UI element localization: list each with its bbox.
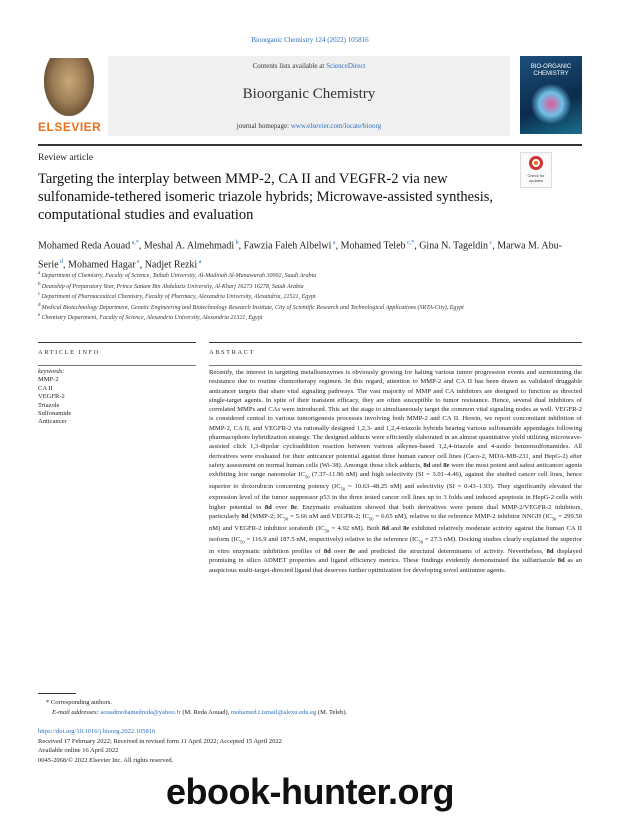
author-affiliation-marker[interactable]: b: [234, 240, 239, 246]
ic50-term: $IC_{50}$: [411, 536, 424, 545]
journal-info-box: [108, 56, 510, 136]
corresponding-footnote: [38, 698, 582, 717]
check-updates-label: Check for updates: [527, 173, 545, 183]
keywords-block: [38, 368, 188, 427]
journal-name: Bioorganic Chemistry: [242, 86, 376, 102]
homepage-link[interactable]: www.elsevier.com/locate/bioorg: [290, 122, 382, 130]
affiliation-label: e: [38, 313, 42, 318]
affiliation-item: [38, 270, 582, 281]
journal-reference[interactable]: Bioorganic Chemistry 124 (2022) 105816: [251, 36, 369, 44]
author-affiliation-marker[interactable]: a,*: [130, 240, 139, 246]
doi-link[interactable]: https://doi.org/10.1016/j.bioorg.2022.105816: [38, 728, 156, 735]
sciencedirect-link[interactable]: ScienceDirect: [326, 62, 366, 70]
ic50-term: $IC_{50}$: [277, 513, 289, 522]
article-info-heading: ARTICLE INFO: [38, 349, 100, 356]
keywords-label: keywords:: [38, 368, 65, 375]
affiliation-item: [38, 312, 582, 323]
check-updates-icon: [529, 156, 543, 170]
homepage-line: [108, 122, 510, 130]
corresponding-note: * Corresponding authors.: [46, 699, 112, 706]
affiliation-label: c: [38, 292, 42, 297]
author-affiliation-marker[interactable]: d: [58, 259, 64, 266]
abstract-heading: ABSTRACT: [209, 349, 255, 356]
author-name[interactable]: Mohamed Hagar: [68, 259, 136, 271]
affiliation-item: [38, 291, 582, 302]
affiliation-text: Chemistry Department, Faculty of Science, Alexandria University, Alexandria 21321, Egypt: [41, 315, 263, 321]
compound-id: 8d: [557, 557, 565, 565]
compound-id: 8d: [423, 461, 431, 469]
compound-id: 8e: [403, 524, 410, 532]
author-name[interactable]: Gina N. Tageldin: [419, 240, 489, 252]
affiliation-label: a: [38, 271, 42, 276]
email-link-aouad[interactable]: aouadmohamedreda@yahoo.fr: [100, 708, 181, 716]
keywords-divider: [38, 365, 196, 366]
author-name[interactable]: Marwa M. Abu-Serie: [38, 240, 562, 271]
journal-banner: [38, 56, 582, 138]
contents-prefix: Contents lists available at: [252, 62, 327, 70]
received-dates: Received 17 February 2022; Received in revised form 11 April 2022; Accepted 15 April 2022: [38, 737, 282, 745]
watermark-text: ebook-hunter.org: [166, 771, 454, 812]
author-name[interactable]: Mohamed Reda Aouad: [38, 240, 131, 252]
contents-line: [108, 62, 510, 70]
ic50-term: $IC_{50}$: [298, 471, 310, 480]
homepage-prefix: journal homepage:: [236, 122, 291, 130]
abstract-text-divider: [209, 365, 582, 366]
keyword-item: Triazole: [38, 401, 60, 409]
compound-id: 8d: [381, 524, 389, 532]
publication-footer: [38, 727, 582, 765]
compound-id: 8e: [443, 461, 450, 469]
email-owner-aouad: (M. Reda Aouad),: [182, 708, 230, 716]
compound-id: 8d: [546, 547, 554, 555]
keyword-item: Sulfonamide: [38, 410, 72, 418]
author-affiliation-marker[interactable]: e: [135, 259, 140, 266]
elsevier-wordmark: ELSEVIER: [38, 120, 102, 134]
affiliation-label: d: [38, 302, 42, 308]
article-type: Review article: [38, 153, 94, 163]
check-for-updates-button[interactable]: [520, 152, 552, 188]
ic50-term: $IC_{50}$: [362, 513, 374, 522]
elsevier-tree-icon: [44, 58, 94, 116]
author-affiliation-marker[interactable]: a: [331, 240, 336, 246]
compound-id: 8d: [264, 503, 272, 511]
cover-art-icon: [530, 84, 572, 124]
email-label: E-mail addresses:: [52, 708, 99, 716]
author-affiliation-marker[interactable]: c: [488, 240, 493, 246]
author-name[interactable]: Nadjet Rezki: [144, 259, 198, 271]
author-name[interactable]: Fawzia Faleh Albelwi: [243, 240, 332, 252]
abstract-divider: [209, 342, 582, 343]
footnote-divider: [38, 693, 76, 694]
author-name[interactable]: Mohamed Teleb: [340, 240, 406, 252]
abstract-text: Recently, the interest in targeting metalloenzymes is obviously growing for halting various tumor progression events and surmounting the resistance due to routine chemotherapy regimen. In this regard, attention to MMP-2 and CA II has been drawn as validated druggable anticancer targets that share vital signaling pathways. The vast majority of MMP and CA inhibitors are designed to function as directed single-target agents. In spite of their transient efficacy, they are often susceptible to tumor resistance. Hence, several dual inhibitors of correlated MMPs and CAs were introduced. This set the stage to simultaneously target the common vital signaling nodes as well. VEGFR-2 is considered central to various tumorigenesis processes involving both MMP-2 and CA II. Herein, we report concomitant inhibition of MMP-2, CA II, and VEGFR-2 via rationally designed 1,2,3- and 1,2,4-triazole hybrids bearing various sulfonamide appendages following pharmacophore hybridization strategy. The designed adducts were efficiently elaborated in an almost quantitative yield utilizing microwave-assisted click 1,3-dipolar cycloaddition reaction between various alkynes-based 1,2,4-triazole and 4-azido benzensulfonamides. All derivatives were evaluated for their anticancer potential against three human cancer cell lines (Caco-2, MDA-MB-231, and HepG-2) after safety assessment on normal human cells (Wi-38). Amongst those click adducts, 8d and 8e were the most potent and safest anticancer agents exhibiting low range nanomolar $IC_{50}$ (7.37–11.96 nM) and high selectivity (SI = 3.01–4.46), against the studied cancer cell lines, hence superior to doxorubicin concerning potency ($IC_{50} = 10.63-48.25$ nM) and selectivity (SI = 0.43–1.93). They significantly elevated the expression level of the tumor suppressor p53 in the three tested cancer cell lines up to 3 folds and induced apoptosis in HepG-2 cells with higher potential to 8d over 8e. Enzymatic evaluation showed that both derivatives were potent dual MMP-2/VEGFR-2 inhibitors, particularly 8d (MMP-2; $IC_{50} = 5.66$ nM and VEGFR-2; $IC_{50} = 6.65$ nM), relative to the reference MMP-2 inhibitor NNGH ($IC_{50} = 299.50$ nM) and VEGFR-2 inhibitor sorafenib ($IC_{50} = 4.92$ nM). Both 8d and 8e exhibited relatively moderate activity against the human CA II isoform ($IC_{50} = 116.9$ and 187.5 nM, respectively) relative to the reference ($IC_{50} = 27.3$ nM). Docking studies clearly explained the superior in vitro enzymatic inhibition profiles of 8d over 8e and predicted the structural determinants of activity. Nevertheless, 8d displayed promising in silico ADMET properties and ligand efficiency metrics. These findings evidently demonstrated the sulfatriazole 8d as an auspicious multi-target-directed ligand that deserves further optimization for developing novel antitumor agents.: [209, 369, 583, 574]
keyword-item: Anticancer: [38, 418, 67, 426]
keywords-list: [38, 376, 188, 426]
affiliation-list: [38, 270, 582, 323]
author-list: Mohamed Reda Aouad $^{a,*}$, Meshal A. Almehmadi $^b$, Fawzia Faleh Albelwi $^a$, Mohamed Teleb $^{c,*}$, Gina N. Tageldin $^c$, Marwa M. Abu-Serie $^d$, Mohamed Hagar $^e$, Nadjet Rezki $^a$: [38, 240, 562, 271]
ic50-term: $IC_{50}$: [318, 524, 330, 533]
cover-title: BIO-ORGANIC CHEMISTRY: [530, 64, 572, 77]
email-link-teleb[interactable]: mohamed.t.ismail@alexu.edu.eg: [230, 708, 317, 716]
keyword-item: VEGFR-2: [38, 393, 65, 401]
online-date: Available online 16 April 2022: [38, 747, 119, 754]
affiliation-text: Department of Pharmaceutical Chemistry, Faculty of Pharmacy, Alexandria University, Alexandria, 21521, Egypt: [41, 294, 316, 300]
elsevier-logo[interactable]: [38, 56, 100, 136]
journal-cover-image[interactable]: [520, 56, 582, 134]
affiliation-text: Medical Biotechnology Department, Genetic Engineering and Biotechnology Research Institute, City of Scientific Research and Technological Applications (SRTA-City), Egypt: [41, 304, 464, 311]
author-name[interactable]: Meshal A. Almehmadi: [143, 240, 235, 252]
affiliation-label: b: [38, 281, 42, 287]
compound-id: 8d: [241, 513, 249, 521]
info-divider: [38, 342, 196, 343]
compound-id: 8d: [323, 547, 331, 555]
email-owner-teleb: (M. Teleb).: [317, 708, 348, 716]
header-divider: [38, 144, 582, 146]
affiliation-text: Deanship of Preparatory Year, Prince Sattam Bin Abdulaziz University, Al-Kharj 16273 16278, Saudi Arabia: [41, 283, 304, 290]
affiliation-item: [38, 302, 582, 313]
ic50-term: $IC_{50}$: [545, 513, 557, 522]
affiliation-text: Department of Chemistry, Faculty of Science, Taibah University, Al-Madinah Al-Munawarah 30002, Saudi Arabia: [41, 273, 317, 279]
compound-id: 8e: [290, 503, 297, 511]
keyword-item: MMP-2: [38, 376, 59, 384]
ic50-term: $IC_{50}$: [233, 536, 245, 545]
author-affiliation-marker[interactable]: c,*: [405, 240, 415, 246]
author-affiliation-marker[interactable]: a: [197, 259, 202, 266]
affiliation-item: [38, 281, 582, 292]
article-title: Targeting the interplay between MMP-2, CA II and VEGFR-2 via new sulfonamide-tethered isomeric triazole hybrids; Microwave-assisted synthesis, computational studies and evaluation: [38, 171, 494, 223]
compound-id: 8e: [348, 547, 356, 555]
email-line: [38, 708, 582, 718]
keyword-item: CA II: [38, 384, 53, 392]
ic50-term: $IC_{50}$: [334, 482, 346, 492]
copyright-notice: 0045-2068/© 2022 Elsevier Inc. All rights reserved.: [38, 756, 174, 764]
